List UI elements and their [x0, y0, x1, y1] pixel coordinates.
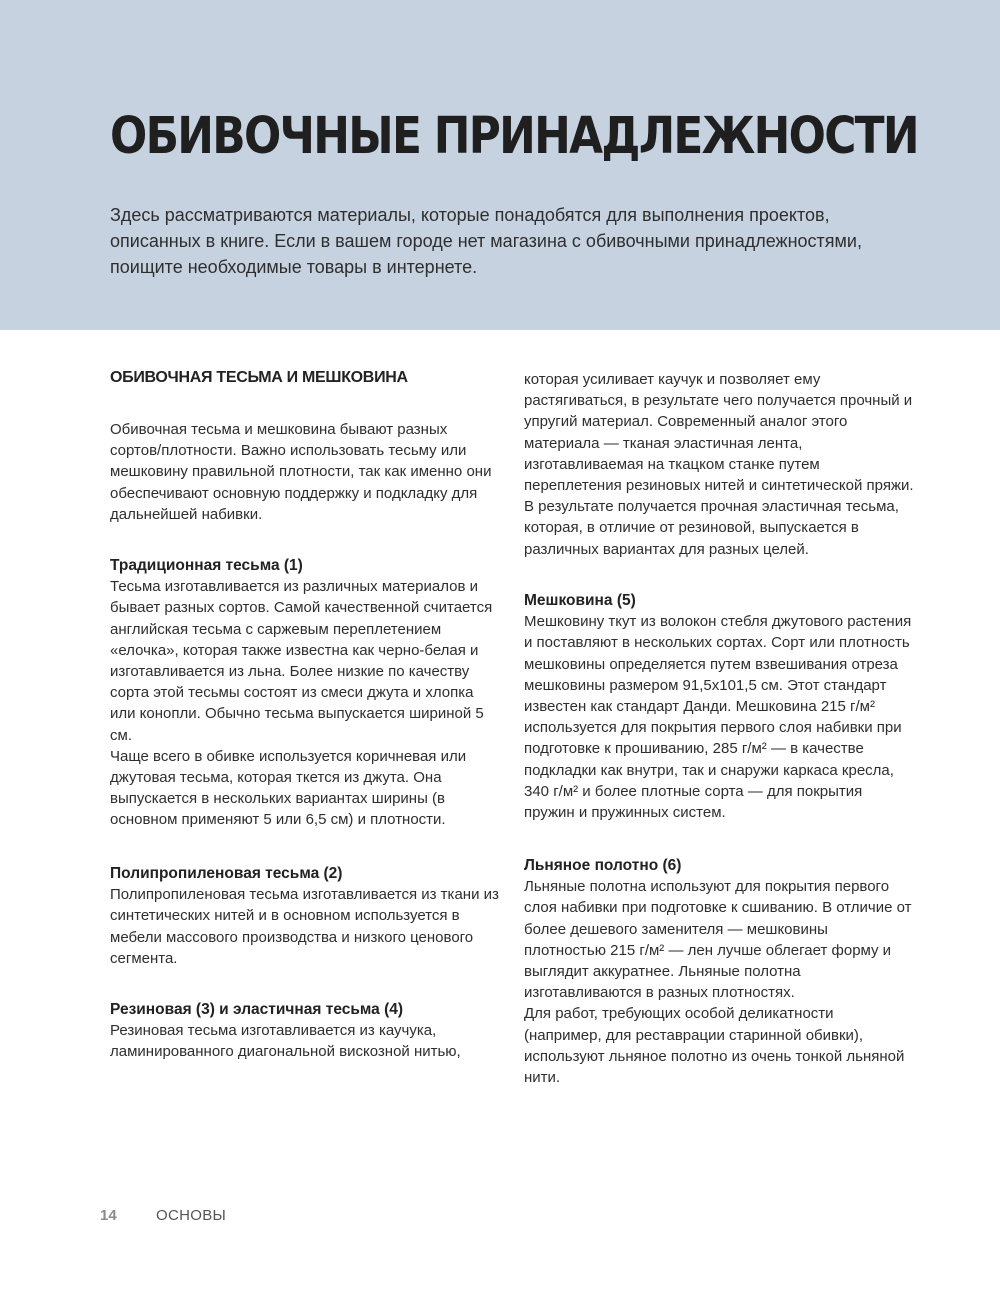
burlap-paragraph: Мешковину ткут из волокон стебля джутового растения и поставляют в нескольких сортах. Сорт или плотность мешковины определяется путем взвешивания отреза мешковины размером 91,5x101,5 см. Этот стандарт известен как стандарт Данди. Мешковина 215 г/м² используется для покрытия первого слоя набивки при подготовке к прошиванию, 285 г/м² — в качестве подкладки как внутри, так и снаружи каркаса кресла, 340 г/м² и более плотные сорта — для покрытия пружин и пружинных систем. [524, 613, 912, 822]
polypropylene-paragraph: Полипропиленовая тесьма изготавливается из ткани из синтетических нитей и в основном используется в мебели массового производства и низкого ценового сегмента. [110, 886, 499, 967]
rubber-paragraph-continued: которая усиливает каучук и позволяет ему растягиваться, в результате чего получается прочный и упругий материал. Современный аналог этого материала — тканая эластичная лента, изготавливаемая на ткацком станке путем переплетения резиновых нитей и синтетической пряжи. В результате получается прочная эластичная тесьма, которая, в отличие от резиновой, выпускается в различных вариантах для разных целей. [524, 371, 914, 558]
subheading-burlap: Мешковина (5) [524, 592, 636, 609]
linen-paragraph-1: Льняные полотна используют для покрытия первого слоя набивки при подготовке к сшиванию. В отличие от более дешевого заменителя — мешковины плотностью 215 г/м² — лен лучше облегает форму и выглядит аккуратнее. Льняные полотна изготавливаются в разных плотностях. [524, 878, 912, 1002]
footer-section-label: ОСНОВЫ [156, 1207, 227, 1224]
lead-paragraph: Обивочная тесьма и мешковина бывают разных сортов/плотности. Важно использовать тесьму или мешковину правильной плотности, так как именно они обеспечивают основную поддержку и подкладку для дальнейшей набивки. [110, 421, 492, 523]
subheading-linen: Льняное полотно (6) [524, 857, 682, 874]
traditional-paragraph-1: Тесьма изготавливается из различных материалов и бывает разных сортов. Самой качественной считается английская тесьма с саржевым переплетением «елочка», которая также известна как черно-белая и изготавливается из льна. Более низкие по качеству сорта этой тесьмы состоят из смеси джута и хлопка или конопли. Обычно тесьма выпускается шириной 5 см. [110, 578, 493, 744]
rubber-paragraph-start: Резиновая тесьма изготавливается из каучука, ламинированного диагональной вискозной нитью, [110, 1022, 461, 1061]
page-title: ОБИВОЧНЫЕ ПРИНАДЛЕЖНОСТИ [110, 107, 918, 166]
traditional-paragraph-2: Чаще всего в обивке используется коричневая или джутовая тесьма, которая ткется из джута. Она выпускается в нескольких вариантах ширины (в основном применяют 5 или 6,5 см) и плотности. [110, 747, 467, 829]
subheading-traditional: Традиционная тесьма (1) [110, 557, 303, 574]
linen-paragraph-2: Для работ, требующих особой деликатности (например, для реставрации старинной обивки), используют льняное полотно из очень тонкой льняной нити. [524, 1005, 905, 1087]
intro-paragraph: Здесь рассматриваются материалы, которые понадобятся для выполнения проектов, описанных в книге. Если в вашем городе нет магазина с обивочными принадлежностями, поищите необходимые товары в интернете. [110, 205, 862, 277]
section-heading: ОБИВОЧНАЯ ТЕСЬМА И МЕШКОВИНА [110, 369, 408, 386]
subheading-polypropylene: Полипропиленовая тесьма (2) [110, 865, 343, 882]
subheading-rubber: Резиновая (3) и эластичная тесьма (4) [110, 1001, 404, 1018]
page-number: 14 [100, 1207, 117, 1224]
